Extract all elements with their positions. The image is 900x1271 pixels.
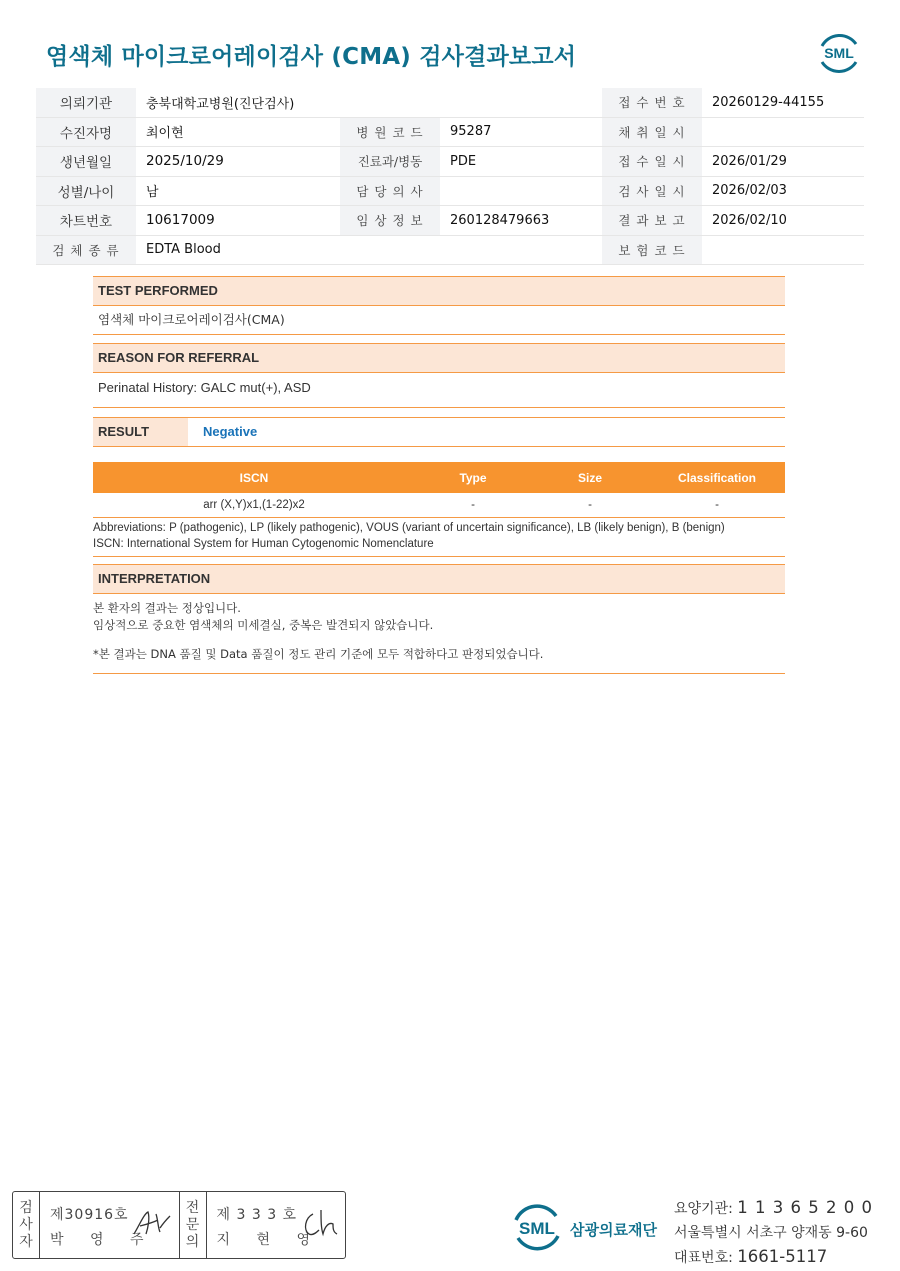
interpretation-line-2: 임상적으로 중요한 염색체의 미세결실, 중복은 발견되지 않았습니다. xyxy=(93,618,434,632)
tester-label: 검 사 자 xyxy=(13,1192,40,1258)
test-performed-heading: TEST PERFORMED xyxy=(93,276,785,306)
report-title: 염색체 마이크로어레이검사 (CMA) 검사결과보고서 xyxy=(46,44,577,70)
size-cell: - xyxy=(531,493,649,518)
test-date-label: 검 사 일 시 xyxy=(602,176,702,206)
institution-label: 의뢰기관 xyxy=(36,88,136,117)
institution-code: 1 1 3 6 5 2 0 0 xyxy=(737,1198,873,1217)
referral-section xyxy=(93,343,785,408)
doctor-value xyxy=(440,176,602,206)
dept-value: PDE xyxy=(440,147,602,177)
referral-value: Perinatal History: GALC mut(+), ASD xyxy=(93,373,785,408)
tester-license-no: 제30916호 xyxy=(50,1207,129,1223)
organization-name: 삼광의료재단 xyxy=(570,1221,657,1239)
tester-signature-icon xyxy=(130,1204,174,1244)
table-row xyxy=(93,493,785,518)
sml-logo-icon xyxy=(814,28,864,78)
test-date-value: 2026/02/03 xyxy=(702,176,864,206)
receipt-no-label: 접 수 번 호 xyxy=(602,88,702,117)
report-date-label: 결 과 보 고 xyxy=(602,206,702,236)
result-section xyxy=(93,417,785,447)
patient-info-table xyxy=(36,88,864,265)
dept-label: 진료과/병동 xyxy=(340,147,440,177)
report-date-value: 2026/02/10 xyxy=(702,206,864,236)
birth-label: 생년월일 xyxy=(36,147,136,177)
receipt-no-value: 20260129-44155 xyxy=(702,88,864,117)
referral-heading: REASON FOR REFERRAL xyxy=(93,343,785,373)
hospital-code-value: 95287 xyxy=(440,117,602,147)
tester-cell xyxy=(40,1192,180,1258)
interpretation-note: *본 결과는 DNA 품질 및 Data 품질이 정도 관리 기준에 모두 적합하다고 판정되었습니다. xyxy=(93,647,544,661)
clinical-label: 임 상 정 보 xyxy=(340,206,440,236)
tester-name: 박 영 주 xyxy=(50,1232,155,1248)
birth-value: 2025/10/29 xyxy=(136,147,340,177)
interpretation-heading: INTERPRETATION xyxy=(93,564,785,594)
collect-date-value xyxy=(702,117,864,147)
abbreviations xyxy=(93,520,785,557)
abbreviations-line: Abbreviations: P (pathogenic), LP (likely pathogenic), VOUS (variant of uncertain significance), LB (likely benign), B (benign) xyxy=(93,522,725,534)
collect-date-label: 채 취 일 시 xyxy=(602,117,702,147)
patient-label: 수진자명 xyxy=(36,117,136,147)
test-performed-section xyxy=(93,276,785,335)
sex-age-value: 남 xyxy=(136,176,340,206)
specialist-name: 지 현 영 xyxy=(216,1232,321,1248)
phone-number: 1661-5117 xyxy=(737,1247,828,1266)
receipt-date-value: 2026/01/29 xyxy=(702,147,864,177)
result-value: Negative xyxy=(203,424,258,439)
chart-label: 차트번호 xyxy=(36,206,136,236)
interpretation-section xyxy=(93,564,785,674)
sex-age-label: 성별/나이 xyxy=(36,176,136,206)
iscn-definition-line: ISCN: International System for Human Cytogenomic Nomenclature xyxy=(93,538,434,550)
iscn-table-section xyxy=(93,462,785,518)
iscn-cell: arr (X,Y)x1,(1-22)x2 xyxy=(93,493,415,518)
sml-foundation-logo-icon xyxy=(508,1198,566,1256)
specimen-label: 검 체 종 류 xyxy=(36,235,136,265)
specialist-cell xyxy=(207,1192,346,1258)
code-label: 요양기관: xyxy=(674,1201,733,1217)
specialist-label: 전 문 의 xyxy=(180,1192,207,1258)
patient-value: 최이현 xyxy=(136,117,340,147)
receipt-date-label: 접 수 일 시 xyxy=(602,147,702,177)
iscn-table xyxy=(93,462,785,518)
organization-address: 서울특별시 서초구 양재동 9-60 xyxy=(674,1225,868,1241)
chart-value: 10617009 xyxy=(136,206,340,236)
test-performed-value: 염색체 마이크로어레이검사(CMA) xyxy=(93,306,785,335)
svg-text:SML: SML xyxy=(824,45,854,61)
insurance-label: 보 험 코 드 xyxy=(602,235,702,265)
specimen-value: EDTA Blood xyxy=(136,235,602,265)
organization-info xyxy=(674,1196,873,1270)
specialist-signature-icon xyxy=(299,1204,343,1244)
type-header: Type xyxy=(415,462,531,493)
size-header: Size xyxy=(531,462,649,493)
result-label: RESULT xyxy=(93,418,188,446)
institution-value: 충북대학교병원(진단검사) xyxy=(136,88,602,117)
phone-label: 대표번호: xyxy=(674,1250,733,1266)
clinical-value: 260128479663 xyxy=(440,206,602,236)
type-cell: - xyxy=(415,493,531,518)
doctor-label: 담 당 의 사 xyxy=(340,176,440,206)
iscn-header: ISCN xyxy=(93,462,415,493)
interpretation-line-1: 본 환자의 결과는 정상입니다. xyxy=(93,601,241,615)
svg-text:SML: SML xyxy=(519,1219,555,1238)
classification-header: Classification xyxy=(649,462,785,493)
insurance-value xyxy=(702,235,864,265)
classification-cell: - xyxy=(649,493,785,518)
specialist-license-no: 제 3 3 3 호 xyxy=(216,1207,298,1223)
signature-stamp xyxy=(12,1191,346,1259)
hospital-code-label: 병 원 코 드 xyxy=(340,117,440,147)
